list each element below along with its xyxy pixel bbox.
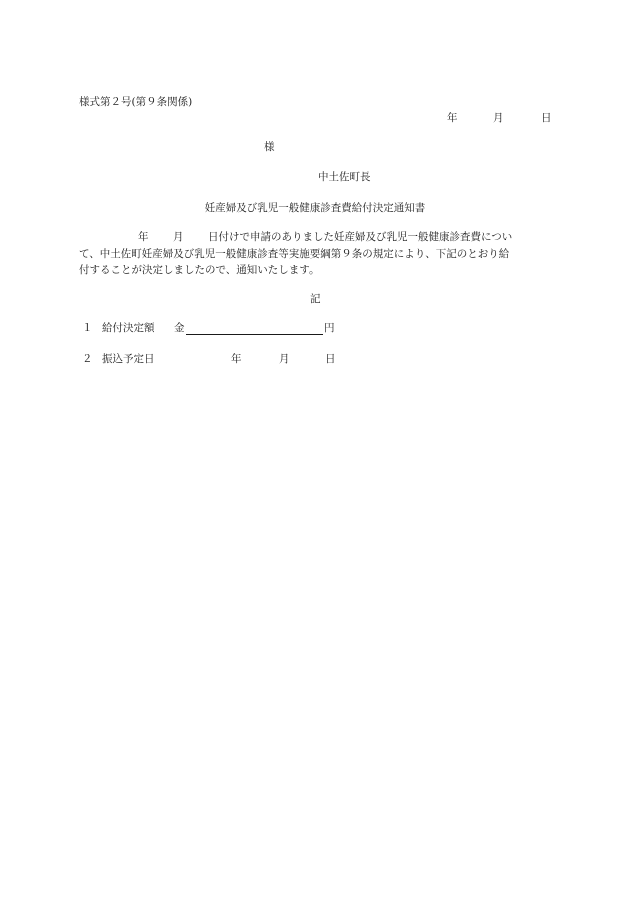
body-paragraph-line-2: て、中土佐町妊産婦及び乳児一般健康診査等実施要綱第９条の規定により、下記のとおり給 [79, 248, 510, 260]
issue-date [0, 113, 630, 125]
amount-blank-line [186, 323, 323, 335]
record-heading: 記 [310, 293, 321, 305]
amount-prefix: 金 [174, 322, 185, 334]
issue-date-year: 年 [447, 112, 458, 124]
item-label: 給付決定額 [102, 322, 155, 334]
item-number: ２ [82, 353, 93, 365]
sender-name: 中土佐町長 [318, 171, 371, 183]
body-year: 年 [138, 231, 149, 243]
document-title-text: 妊産婦及び乳児一般健康診査費給付決定通知書 [204, 202, 426, 214]
document-title [0, 203, 630, 214]
transfer-year: 年 [231, 353, 242, 365]
body-line-1-text: 日付けで申請のありました妊産婦及び乳児一般健康診査費につい [208, 231, 513, 243]
addressee-suffix: 様 [264, 141, 275, 153]
transfer-day: 日 [325, 353, 336, 365]
body-paragraph-line-3: 付することが決定しましたので、通知いたします。 [79, 264, 320, 276]
body-month: 月 [173, 231, 184, 243]
issue-date-day: 日 [541, 112, 552, 124]
item-label: 振込予定日 [102, 353, 155, 365]
form-number: 様式第２号(第９条関係) [79, 96, 193, 108]
transfer-month: 月 [279, 353, 290, 365]
issue-date-month: 月 [493, 112, 504, 124]
item-number: １ [82, 322, 93, 334]
amount-suffix: 円 [324, 322, 335, 334]
